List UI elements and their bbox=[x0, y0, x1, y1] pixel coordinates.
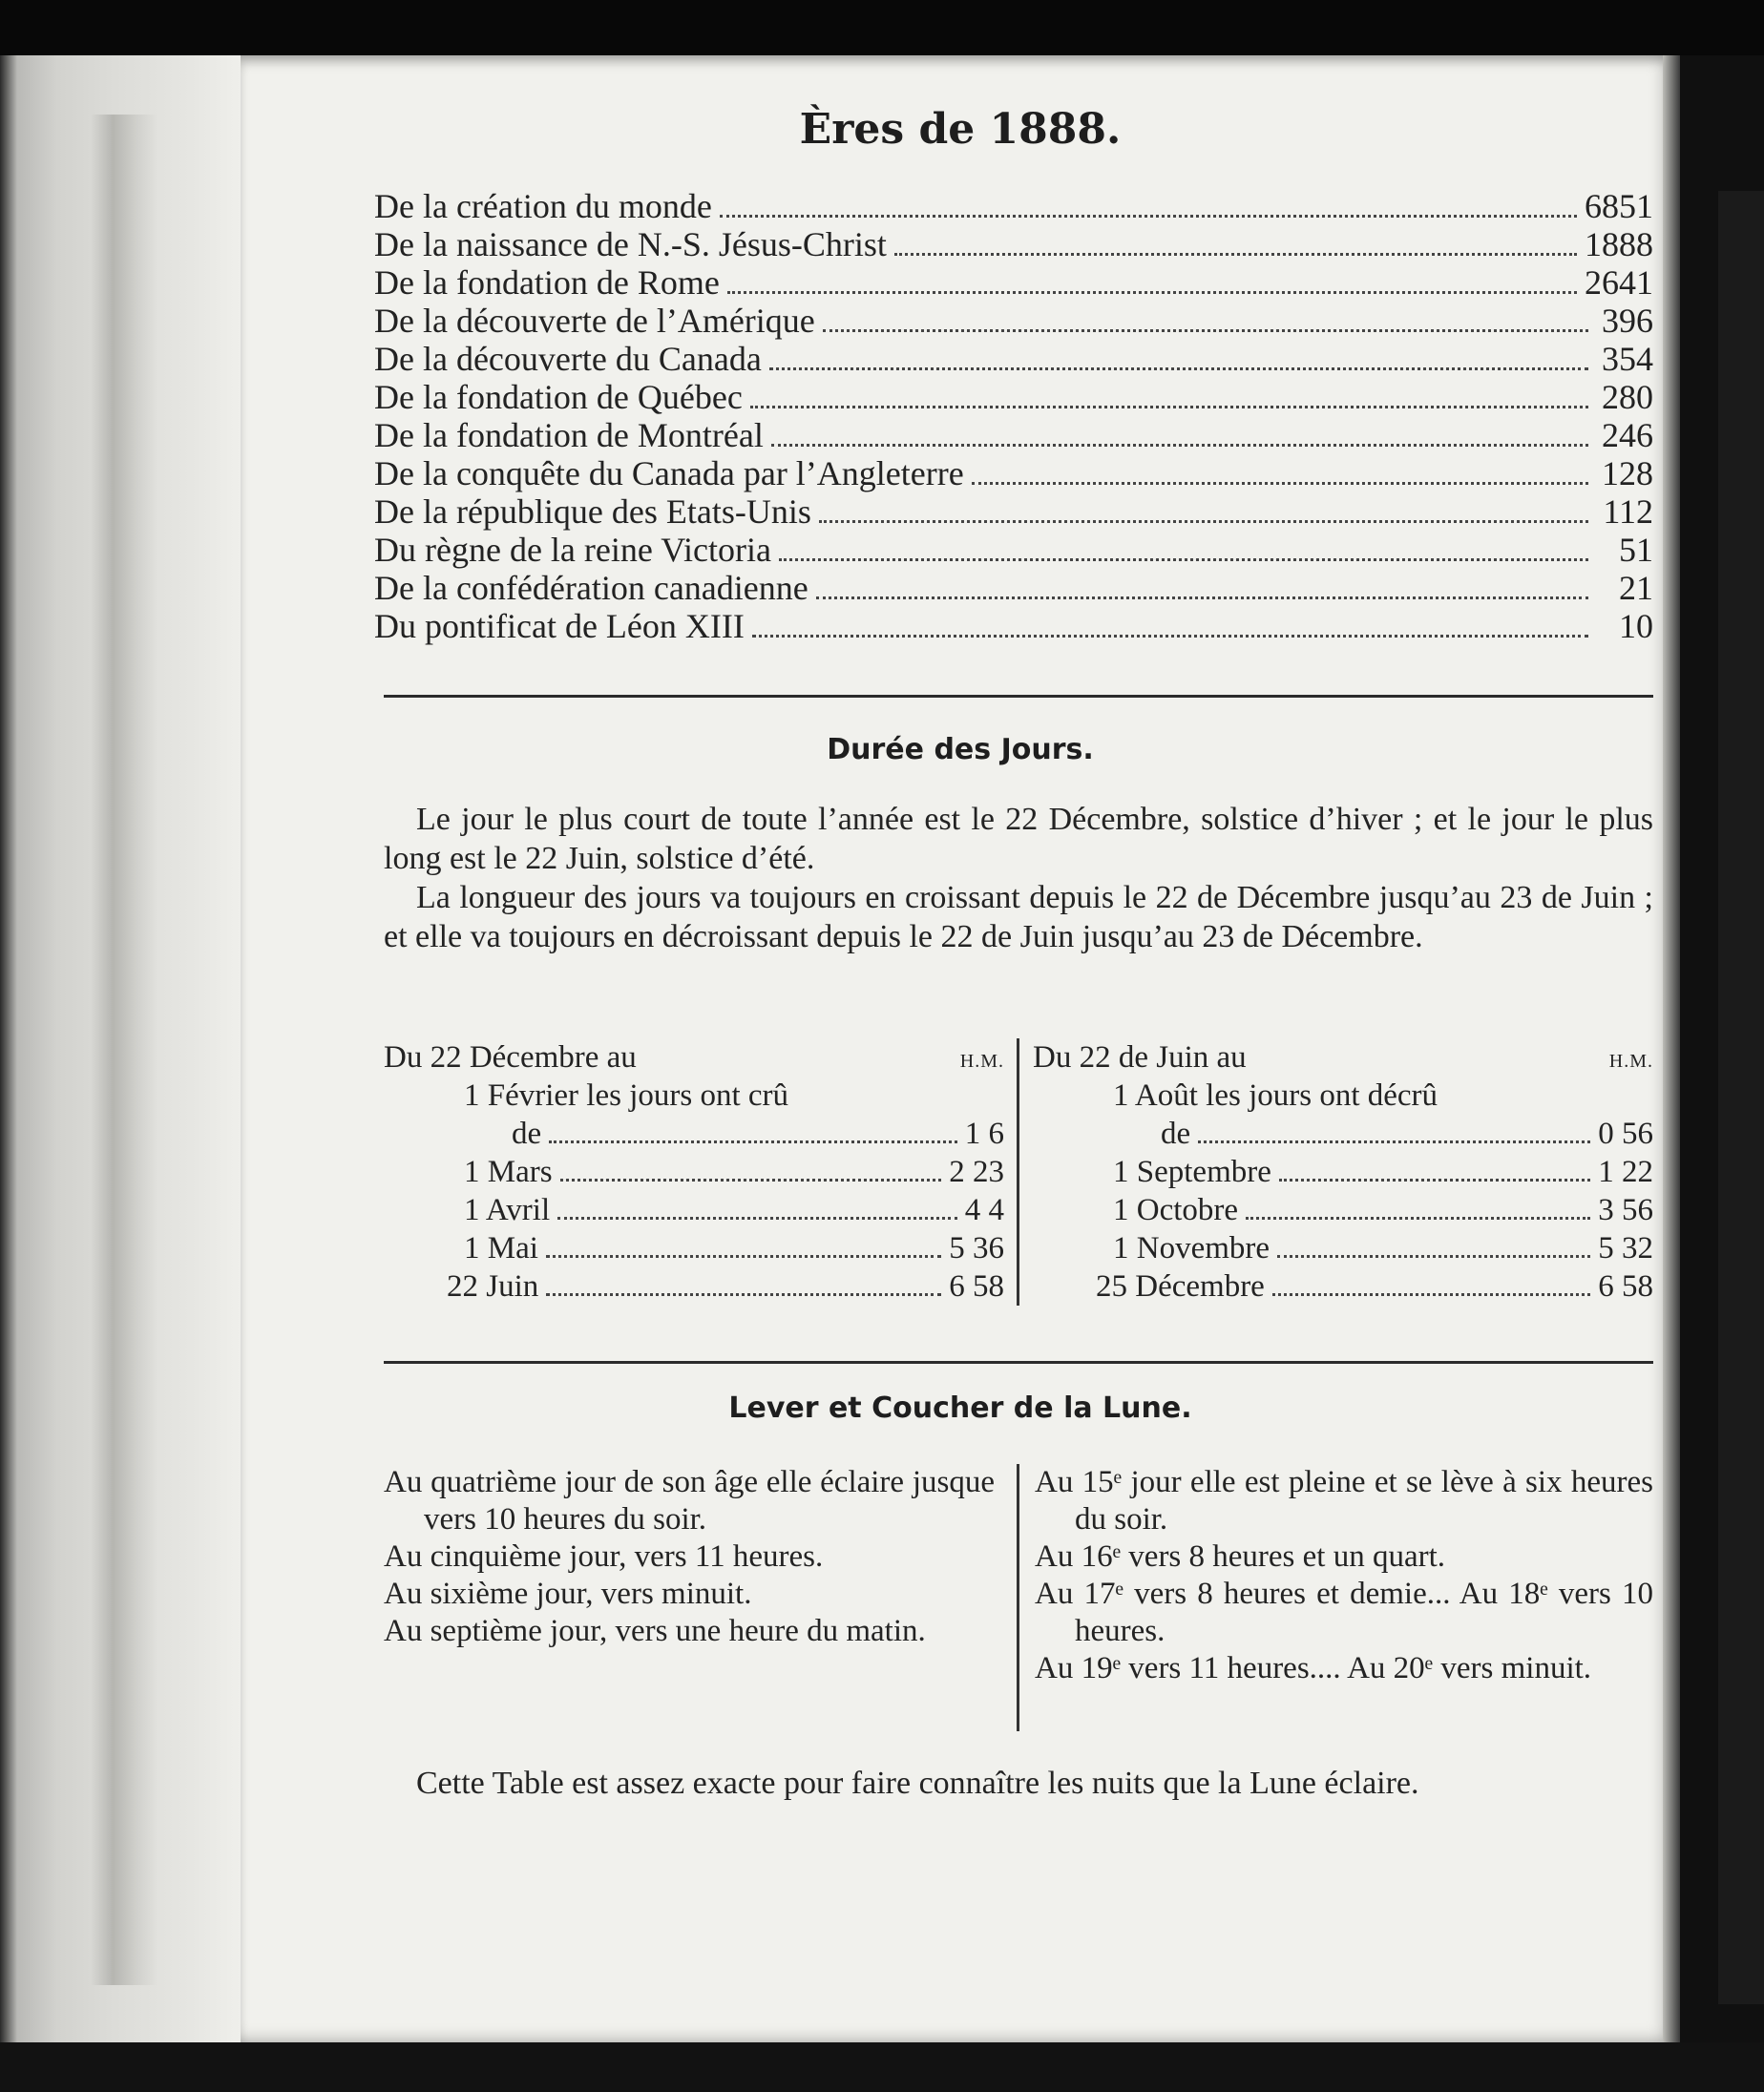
row-value: 1 6 bbox=[964, 1117, 1004, 1151]
table-row bbox=[384, 1191, 1004, 1229]
table-row bbox=[384, 1229, 1004, 1267]
row-label: 1 Mai bbox=[464, 1231, 538, 1266]
leader-dots bbox=[546, 1255, 941, 1258]
unit-label: H.M. bbox=[1608, 1051, 1653, 1072]
era-row bbox=[374, 454, 1653, 492]
era-label: De la fondation de Rome bbox=[374, 263, 720, 302]
era-value: 51 bbox=[1619, 531, 1653, 569]
era-value: 2641 bbox=[1585, 263, 1653, 302]
table-header bbox=[384, 1038, 1004, 1077]
table-subheader: 1 Février les jours ont crû bbox=[464, 1078, 789, 1113]
leader-dots bbox=[720, 215, 1577, 218]
leader-dots bbox=[894, 253, 1577, 256]
era-value: 128 bbox=[1602, 454, 1653, 492]
era-value: 1888 bbox=[1585, 225, 1653, 263]
era-row bbox=[374, 263, 1653, 302]
era-row bbox=[374, 569, 1653, 607]
lune-entry: Au septième jour, vers une heure du matin. bbox=[384, 1614, 926, 1648]
duree-table bbox=[384, 1038, 1653, 1325]
leader-dots bbox=[546, 1293, 941, 1296]
row-value: 5 32 bbox=[1598, 1231, 1653, 1266]
era-label: De la découverte du Canada bbox=[374, 340, 762, 378]
era-value: 246 bbox=[1602, 416, 1653, 454]
table-row bbox=[1033, 1115, 1653, 1153]
table-row bbox=[1033, 1191, 1653, 1229]
column-separator bbox=[1017, 1464, 1019, 1731]
eras-list bbox=[374, 187, 1653, 645]
era-value: 354 bbox=[1602, 340, 1653, 378]
lune-entry: Au 15ᵉ jour elle est pleine et se lève à six heures du soir. bbox=[1035, 1465, 1653, 1537]
leader-dots bbox=[816, 596, 1588, 599]
leader-dots bbox=[823, 329, 1588, 332]
leader-dots bbox=[1277, 1255, 1590, 1258]
column-header: Du 22 Décembre au bbox=[384, 1040, 637, 1075]
row-label: 1 Novembre bbox=[1113, 1231, 1270, 1266]
era-value: 21 bbox=[1619, 569, 1653, 607]
table-row bbox=[384, 1153, 1004, 1191]
leader-dots bbox=[1272, 1293, 1590, 1296]
row-value: 1 22 bbox=[1598, 1155, 1653, 1189]
leader-dots bbox=[779, 558, 1588, 561]
duree-right-column bbox=[1033, 1038, 1653, 1306]
era-row bbox=[374, 378, 1653, 416]
era-label: De la fondation de Québec bbox=[374, 378, 743, 416]
era-label: Du pontificat de Léon XIII bbox=[374, 607, 745, 645]
era-value: 280 bbox=[1602, 378, 1653, 416]
era-label: De la découverte de l’Amérique bbox=[374, 302, 815, 340]
row-label: 1 Mars bbox=[464, 1155, 553, 1189]
section-divider bbox=[384, 1361, 1653, 1364]
row-label: 22 Juin bbox=[447, 1269, 539, 1304]
lune-right-column bbox=[1035, 1464, 1653, 1687]
paragraph: Le jour le plus court de toute l’année est le 22 Décembre, solstice d’hiver ; et le jour le plus long est le 22 Juin, solstice d’été. bbox=[384, 802, 1653, 876]
page-binding-shadow bbox=[1663, 55, 1680, 2042]
lune-entry: Au 17ᵉ vers 8 heures et demie... Au 18ᵉ vers 10 heures. bbox=[1035, 1577, 1653, 1648]
lune-entry: Au sixième jour, vers minuit. bbox=[384, 1577, 752, 1611]
era-value: 10 bbox=[1619, 607, 1653, 645]
table-row bbox=[1033, 1153, 1653, 1191]
era-label: De la confédération canadienne bbox=[374, 569, 808, 607]
lune-table bbox=[384, 1464, 1653, 1741]
table-row bbox=[1033, 1229, 1653, 1267]
scan-bottom-border bbox=[0, 2042, 1764, 2092]
leader-dots bbox=[769, 367, 1588, 370]
era-row bbox=[374, 340, 1653, 378]
row-value: 6 58 bbox=[1598, 1269, 1653, 1304]
era-row bbox=[374, 187, 1653, 225]
adjacent-page-edge bbox=[1718, 191, 1764, 2004]
era-row bbox=[374, 531, 1653, 569]
leader-dots bbox=[1198, 1140, 1590, 1143]
era-label: De la fondation de Montréal bbox=[374, 416, 764, 454]
era-value: 396 bbox=[1602, 302, 1653, 340]
lune-entry: Au quatrième jour de son âge elle éclaire jusque vers 10 heures du soir. bbox=[384, 1465, 995, 1537]
table-row bbox=[1033, 1267, 1653, 1306]
lune-entry: Au 19ᵉ vers 11 heures.... Au 20ᵉ vers minuit. bbox=[1035, 1651, 1592, 1685]
paragraph: La longueur des jours va toujours en croissant depuis le 22 de Décembre jusqu’au 23 de Juin ; et elle va toujours en décroissant depuis le 22 de Juin jusqu’au 23 de Décembre. bbox=[384, 880, 1653, 954]
row-label: de bbox=[512, 1117, 542, 1151]
era-label: De la naissance de N.-S. Jésus-Christ bbox=[374, 225, 887, 263]
paragraph: Cette Table est assez exacte pour faire connaître les nuits que la Lune éclaire. bbox=[416, 1766, 1419, 1801]
row-value: 3 56 bbox=[1598, 1193, 1653, 1227]
era-row bbox=[374, 492, 1653, 531]
row-value: 5 36 bbox=[949, 1231, 1004, 1266]
leader-dots bbox=[560, 1179, 942, 1182]
section-title-lune: Lever et Coucher de la Lune. bbox=[728, 1391, 1192, 1425]
row-value: 2 23 bbox=[949, 1155, 1004, 1189]
scan-top-border bbox=[0, 0, 1764, 55]
leader-dots bbox=[752, 635, 1588, 638]
era-row bbox=[374, 607, 1653, 645]
era-label: De la création du monde bbox=[374, 187, 712, 225]
era-value: 6851 bbox=[1585, 187, 1653, 225]
lune-entry: Au 16ᵉ vers 8 heures et un quart. bbox=[1035, 1539, 1446, 1574]
era-label: Du règne de la reine Victoria bbox=[374, 531, 771, 569]
paper-tear-mark bbox=[91, 115, 158, 1985]
era-label: De la république des Etats-Unis bbox=[374, 492, 811, 531]
leader-dots bbox=[750, 406, 1588, 408]
era-label: De la conquête du Canada par l’Angleterre bbox=[374, 454, 964, 492]
unit-label: H.M. bbox=[959, 1051, 1004, 1072]
table-row bbox=[384, 1267, 1004, 1306]
row-value: 6 58 bbox=[949, 1269, 1004, 1304]
row-label: 1 Septembre bbox=[1113, 1155, 1271, 1189]
document-page bbox=[241, 55, 1680, 2042]
leader-dots bbox=[1279, 1179, 1590, 1182]
lune-entry: Au cinquième jour, vers 11 heures. bbox=[384, 1539, 824, 1574]
leader-dots bbox=[1246, 1217, 1590, 1220]
era-row bbox=[374, 416, 1653, 454]
lune-left-column bbox=[384, 1464, 995, 1650]
section-title-duree: Durée des Jours. bbox=[827, 733, 1094, 766]
row-label: 1 Octobre bbox=[1113, 1193, 1239, 1227]
page-title: Ères de 1888. bbox=[799, 105, 1122, 154]
row-label: 1 Avril bbox=[464, 1193, 551, 1227]
row-value: 4 4 bbox=[964, 1193, 1004, 1227]
column-separator bbox=[1017, 1038, 1019, 1306]
table-header bbox=[1033, 1038, 1653, 1077]
column-header: Du 22 de Juin au bbox=[1033, 1040, 1247, 1075]
section-divider bbox=[384, 695, 1653, 698]
era-value: 112 bbox=[1603, 492, 1653, 531]
lune-note bbox=[384, 1764, 1653, 1803]
leader-dots bbox=[727, 291, 1577, 294]
row-label: de bbox=[1161, 1117, 1191, 1151]
era-row bbox=[374, 302, 1653, 340]
table-row bbox=[384, 1115, 1004, 1153]
row-value: 0 56 bbox=[1598, 1117, 1653, 1151]
duree-left-column bbox=[384, 1038, 1004, 1306]
leader-dots bbox=[819, 520, 1588, 523]
row-label: 25 Décembre bbox=[1096, 1269, 1265, 1304]
leader-dots bbox=[557, 1217, 957, 1220]
era-row bbox=[374, 225, 1653, 263]
leader-dots bbox=[771, 444, 1588, 447]
leader-dots bbox=[972, 482, 1588, 485]
duree-text bbox=[384, 800, 1653, 956]
leader-dots bbox=[549, 1140, 957, 1143]
table-subheader: 1 Août les jours ont décrû bbox=[1113, 1078, 1438, 1113]
